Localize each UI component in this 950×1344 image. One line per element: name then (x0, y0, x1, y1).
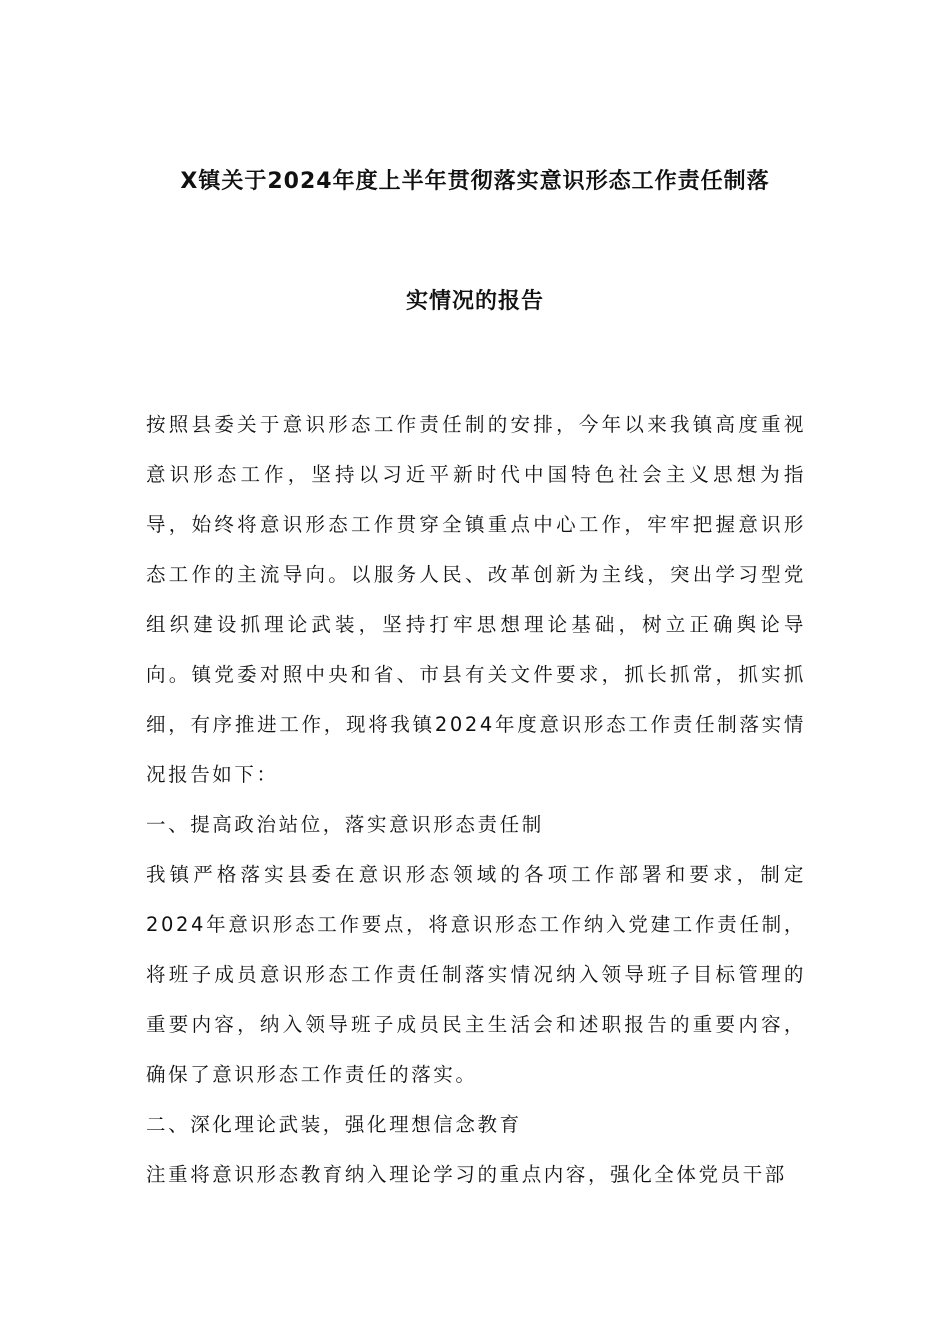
document-title-line-1: X镇关于2024年度上半年贯彻落实意识形态工作责任制落 (180, 169, 770, 194)
document-title-line-2: 实情况的报告 (405, 289, 544, 314)
section-1-paragraph: 我镇严格落实县委在意识形态领域的各项工作部署和要求，制定2024年意识形态工作要点，将意识形态工作纳入党建工作责任制，将班子成员意识形态工作责任制落实情况纳入领导班子目标管理的重要内容，纳入领导班子成员民主生活会和述职报告的重要内容，确保了意识形态工作责任的落实。 (146, 863, 806, 1086)
section-heading-1: 一、提高政治站位，落实意识形态责任制 (146, 813, 544, 836)
document-body (146, 400, 806, 1200)
section-2-paragraph: 注重将意识形态教育纳入理论学习的重点内容，强化全体党员干部 (146, 1163, 787, 1186)
intro-paragraph: 按照县委关于意识形态工作责任制的安排，今年以来我镇高度重视意识形态工作，坚持以习近平新时代中国特色社会主义思想为指导，始终将意识形态工作贯穿全镇重点中心工作，牢牢把握意识形态工作的主流导向。以服务人民、改革创新为主线，突出学习型党组织建设抓理论武装，坚持打牢思想理论基础，树立正确舆论导向。镇党委对照中央和省、市县有关文件要求，抓长抓常，抓实抓细，有序推进工作，现将我镇2024年度意识形态工作责任制落实情况报告如下： (146, 413, 806, 786)
section-heading-2: 二、深化理论武装，强化理想信念教育 (146, 1113, 522, 1136)
